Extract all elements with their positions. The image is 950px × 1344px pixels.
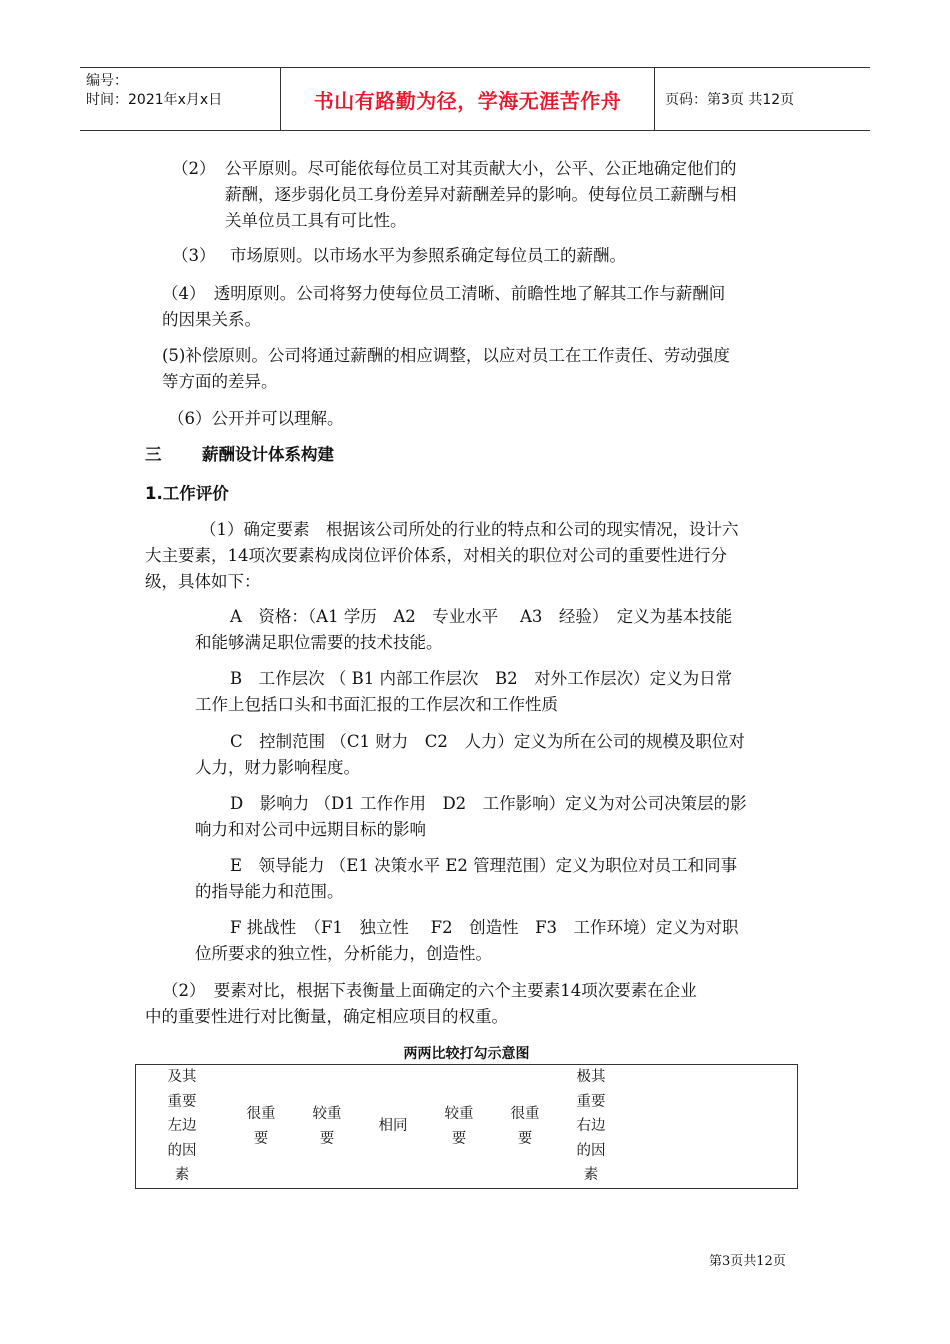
p5-line-2: 等方面的差异。 — [162, 372, 278, 391]
table-cell — [136, 1065, 228, 1188]
p4-line-1: （4） 透明原则。公司将努力使每位员工清晰、前瞻性地了解其工作与薪酬间 — [162, 284, 726, 303]
p3-text: 市场原则。以市场水平为参照系确定每位员工的薪酬。 — [230, 246, 626, 265]
p6-text: （6）公开并可以理解。 — [168, 409, 344, 428]
subsection-title: 1.工作评价 — [145, 484, 229, 503]
table-cell-line: 要 — [253, 1130, 269, 1147]
table-cell-line: 要 — [319, 1130, 335, 1147]
section-number: 三 — [145, 445, 162, 464]
factor-f-line-2: 位所要求的独立性，分析能力，创造性。 — [195, 944, 492, 963]
p3-number: （3） — [172, 246, 216, 265]
table-cell-line: 较重 — [444, 1106, 474, 1122]
table-cell-empty — [624, 1065, 797, 1188]
table-cell-line: 左边 — [167, 1118, 197, 1135]
factor-b-line-1: B 工作层次 （ B1 内部工作层次 B2 对外工作层次）定义为日常 — [230, 669, 733, 688]
factor-a-line-1: A 资格：（A1 学历 A2 专业水平 A3 经验） 定义为基本技能 — [230, 607, 733, 626]
page-footer: 第3页共12页 — [709, 1254, 786, 1269]
factor-a-line-2: 和能够满足职位需要的技术技能。 — [195, 633, 443, 652]
factor-d-line-2: 响力和对公司中远期目标的影响 — [195, 820, 426, 839]
header-meta — [80, 68, 281, 130]
factor-f-line-1: F 挑战性 （F1 独立性 F2 创造性 F3 工作环境）定义为对职 — [230, 918, 739, 937]
p2-number: （2） — [172, 159, 216, 178]
document-date-label: 时间：2021年x月x日 — [86, 92, 223, 108]
table-cell-line: 重要 — [576, 1093, 606, 1110]
section-title: 薪酬设计体系构建 — [202, 445, 334, 464]
factor-e-line-2: 的指导能力和范围。 — [195, 882, 344, 901]
factor-e-line-1: E 领导能力 （E1 决策水平 E2 管理范围）定义为职位对员工和同事 — [230, 856, 738, 875]
table-cell — [492, 1065, 558, 1188]
document-number-label: 编号： — [86, 73, 128, 89]
table-cell-line: 相同 — [378, 1118, 408, 1135]
table-cell-line: 要 — [451, 1130, 467, 1147]
p2-line-1: 公平原则。尽可能依每位员工对其贡献大小，公平、公正地确定他们的 — [225, 159, 737, 178]
table-cell-line: 的因 — [167, 1142, 197, 1159]
table-cell — [426, 1065, 492, 1188]
table-cell — [228, 1065, 294, 1188]
table-cell-line: 及其 — [167, 1069, 197, 1086]
table-cell-line: 右边 — [576, 1118, 606, 1135]
table-cell-line: 素 — [583, 1167, 599, 1184]
p5-line-1: (5)补偿原则。公司将通过薪酬的相应调整，以应对员工在工作责任、劳动强度 — [162, 346, 730, 365]
comparison-table — [135, 1064, 798, 1189]
table-cell-line: 重要 — [167, 1093, 197, 1110]
p2-line-2: 薪酬，逐步弱化员工身份差异对薪酬差异的影响。使每位员工薪酬与相 — [225, 185, 737, 204]
header-motto: 书山有路勤为径，学海无涯苦作舟 — [281, 68, 655, 130]
table-cell-line: 要 — [517, 1130, 533, 1147]
table-cell — [360, 1065, 426, 1188]
factor-c-line-1: C 控制范围 （C1 财力 C2 人力）定义为所在公司的规模及职位对 — [230, 732, 745, 751]
table-cell — [558, 1065, 624, 1188]
table-cell-line: 极其 — [576, 1069, 606, 1086]
p2-line-3: 关单位员工具有可比性。 — [225, 211, 407, 230]
page-header — [80, 67, 870, 131]
table-title: 两两比较打勾示意图 — [403, 1046, 530, 1062]
factor-c-line-2: 人力，财力影响程度。 — [195, 758, 360, 777]
table-cell-line: 的因 — [576, 1142, 606, 1159]
table-cell-line: 很重 — [246, 1106, 276, 1122]
q1-line-2: 大主要素，14项次要素构成岗位评价体系，对相关的职位对公司的重要性进行分 — [145, 546, 727, 565]
q1-line-3: 级，具体如下： — [145, 572, 261, 591]
table-cell — [294, 1065, 360, 1188]
factor-b-line-2: 工作上包括口头和书面汇报的工作层次和工作性质 — [195, 695, 558, 714]
table-cell-line: 素 — [174, 1167, 190, 1184]
p4-line-2: 的因果关系。 — [162, 310, 261, 329]
table-cell-line: 较重 — [312, 1106, 342, 1122]
q1-line-1: （1）确定要素 根据该公司所处的行业的特点和公司的现实情况，设计六 — [200, 520, 739, 539]
q2-line-1: （2） 要素对比，根据下表衡量上面确定的六个主要素14项次要素在企业 — [162, 981, 697, 1000]
factor-d-line-1: D 影响力 （D1 工作作用 D2 工作影响）定义为对公司决策层的影 — [230, 794, 747, 813]
table-cell-line: 很重 — [510, 1106, 540, 1122]
q2-line-2: 中的重要性进行对比衡量，确定相应项目的权重。 — [145, 1007, 508, 1026]
header-page-label: 页码：第3页 共12页 — [665, 92, 795, 108]
